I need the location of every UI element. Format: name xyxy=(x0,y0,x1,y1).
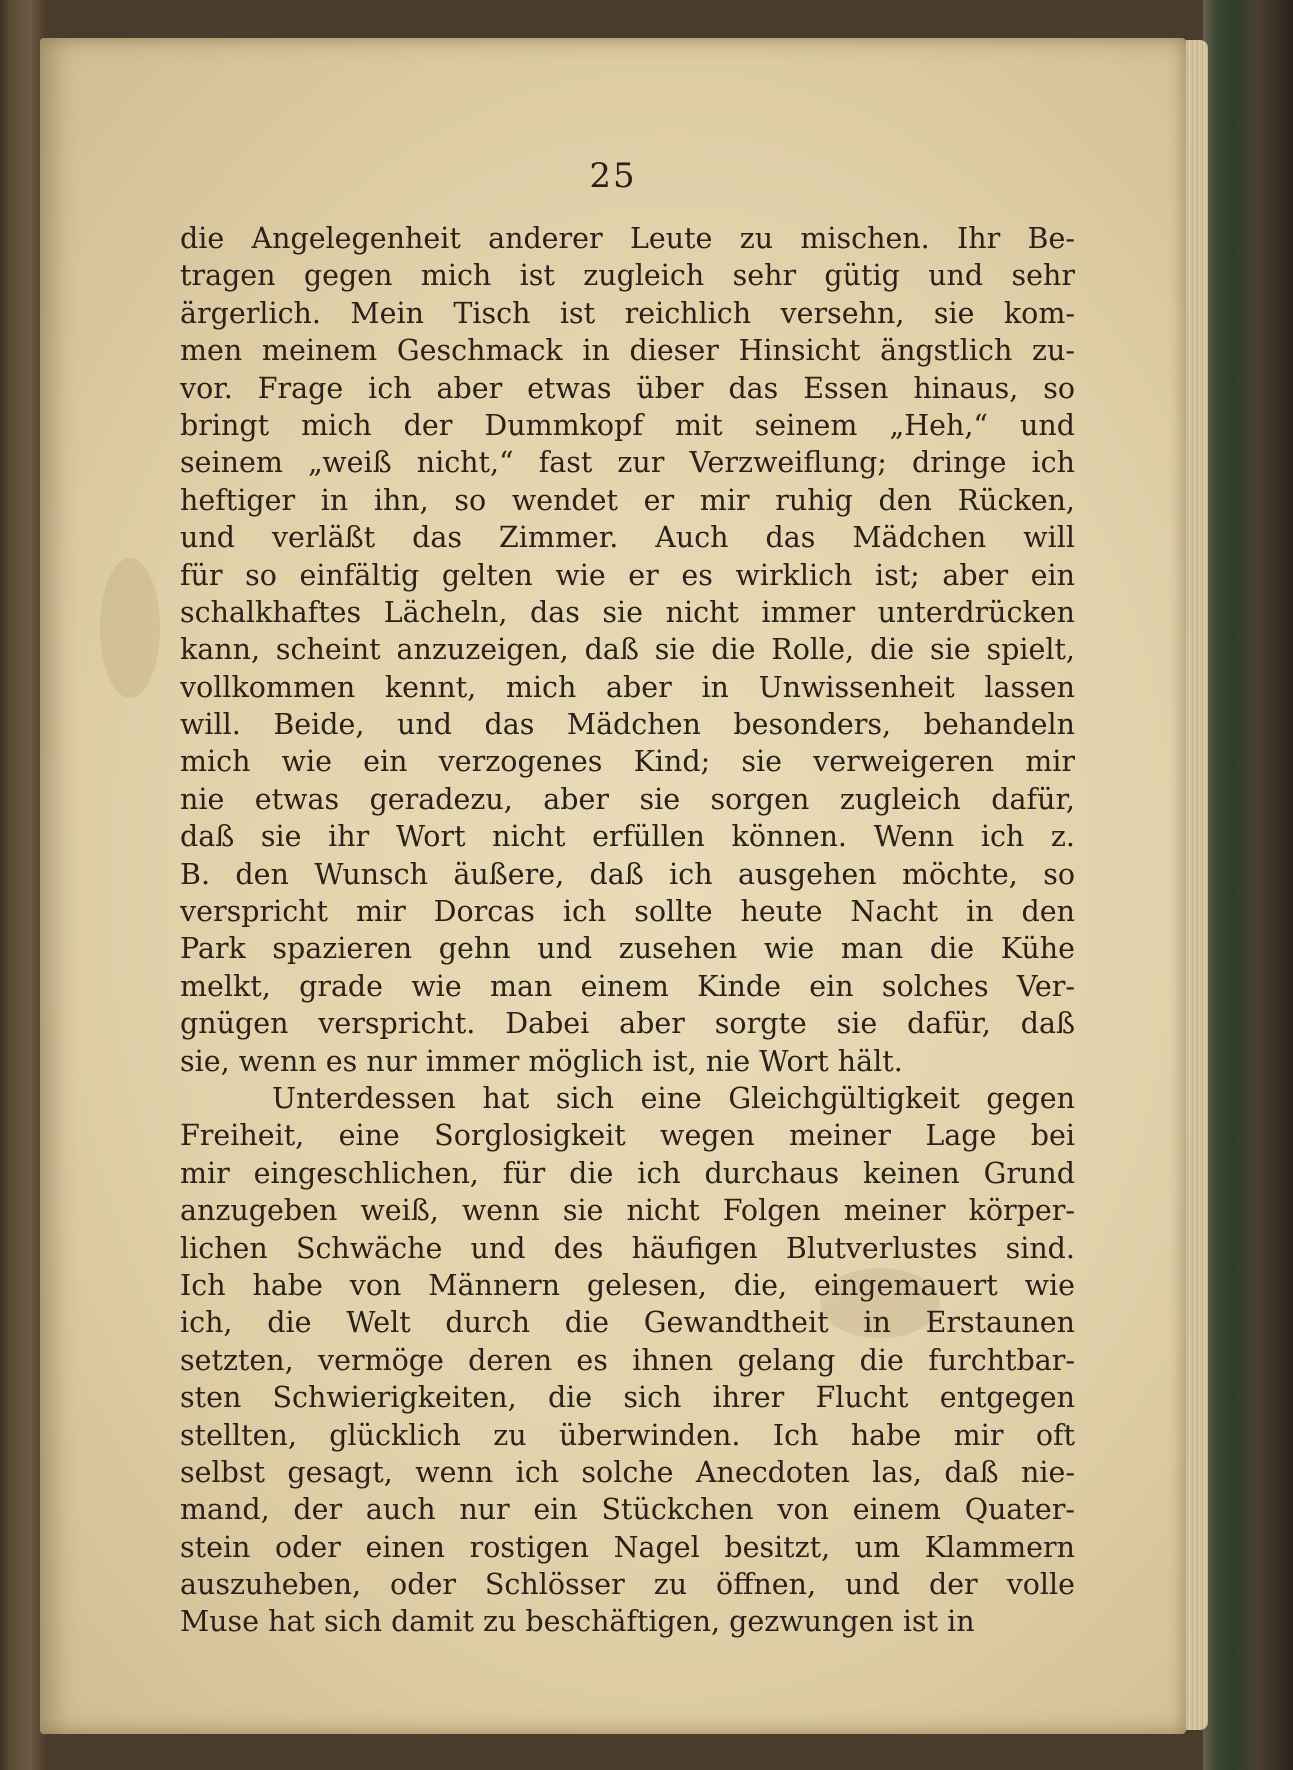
text-line: mand, der auch nur ein Stückchen von einem Quater- xyxy=(180,1493,1075,1527)
text-line: mich wie ein verzogenes Kind; sie verweigeren mir xyxy=(180,745,1075,779)
text-line: vor. Frage ich aber etwas über das Essen hinaus, so xyxy=(180,371,1075,405)
text-line: B. den Wunsch äußere, daß ich ausgehen möchte, so xyxy=(180,857,1075,891)
text-line: verspricht mir Dorcas ich sollte heute Nacht in den xyxy=(180,895,1075,929)
text-line: men meinem Geschmack in dieser Hinsicht ängstlich zu- xyxy=(180,334,1075,368)
text-line: für so einfältig gelten wie er es wirklich ist; aber ein xyxy=(180,558,1075,592)
text-line: Freiheit, eine Sorglosigkeit wegen meiner Lage bei xyxy=(180,1119,1075,1153)
text-line: schalkhaftes Lächeln, das sie nicht immer unterdrücken xyxy=(180,595,1075,629)
text-line: tragen gegen mich ist zugleich sehr gütig und sehr xyxy=(180,259,1075,293)
text-line: stellten, glücklich zu überwinden. Ich habe mir oft xyxy=(180,1418,1075,1452)
text-line: Muse hat sich damit zu beschäftigen, gezwungen ist in xyxy=(180,1605,975,1639)
text-line: heftiger in ihn, so wendet er mir ruhig den Rücken, xyxy=(180,483,1075,517)
text-line: melkt, grade wie man einem Kinde ein solches Ver- xyxy=(180,969,1075,1003)
text-line: Unterdessen hat sich eine Gleichgültigkeit gegen xyxy=(272,1081,1075,1115)
text-line: nie etwas geradezu, aber sie sorgen zugleich dafür, xyxy=(180,782,1075,816)
text-line: Ich habe von Männern gelesen, die, eingemauert wie xyxy=(180,1268,1075,1302)
text-line: Park spazieren gehn und zusehen wie man die Kühe xyxy=(180,932,1075,966)
text-line: gnügen verspricht. Dabei aber sorgte sie dafür, daß xyxy=(180,1007,1075,1041)
text-line: kann, scheint anzuzeigen, daß sie die Rolle, die sie spielt, xyxy=(180,633,1075,667)
text-line: daß sie ihr Wort nicht erfüllen können. Wenn ich z. xyxy=(180,820,1075,854)
body-text xyxy=(180,220,1075,1641)
book-cover-edge xyxy=(1203,0,1293,1770)
text-line: sie, wenn es nur immer möglich ist, nie Wort hält. xyxy=(180,1044,903,1078)
text-line: und verläßt das Zimmer. Auch das Mädchen will xyxy=(180,521,1075,555)
text-line: seinem „weiß nicht,“ fast zur Verzweiflung; dringe ich xyxy=(180,446,1075,480)
text-line: selbst gesagt, wenn ich solche Anecdoten las, daß nie- xyxy=(180,1455,1075,1489)
text-line: vollkommen kennt, mich aber in Unwissenheit lassen xyxy=(180,670,1075,704)
text-line: die Angelegenheit anderer Leute zu mischen. Ihr Be- xyxy=(180,222,1075,255)
text-line: lichen Schwäche und des häufigen Blutverlustes sind. xyxy=(180,1231,1075,1265)
text-line: setzten, vermöge deren es ihnen gelang die furchtbar- xyxy=(180,1343,1075,1377)
text-line: bringt mich der Dummkopf mit seinem „Heh,“ und xyxy=(180,408,1075,442)
text-line: auszuheben, oder Schlösser zu öffnen, und der volle xyxy=(180,1568,1075,1602)
text-line: mir eingeschlichen, für die ich durchaus keinen Grund xyxy=(180,1156,1075,1190)
text-line: ärgerlich. Mein Tisch ist reichlich versehn, sie kom- xyxy=(180,296,1075,330)
text-line: stein oder einen rostigen Nagel besitzt, um Klammern xyxy=(180,1530,1075,1564)
text-line: anzugeben weiß, wenn sie nicht Folgen meiner körper- xyxy=(180,1194,1075,1228)
page-number: 25 xyxy=(589,156,637,196)
text-line: ich, die Welt durch die Gewandtheit in Erstaunen xyxy=(180,1306,1075,1340)
text-line: will. Beide, und das Mädchen besonders, behandeln xyxy=(180,708,1075,742)
page-stack-edge xyxy=(1186,40,1208,1730)
paper-stain xyxy=(100,558,160,698)
text-line: sten Schwierigkeiten, die sich ihrer Flucht entgegen xyxy=(180,1381,1075,1415)
book-page xyxy=(40,38,1186,1734)
